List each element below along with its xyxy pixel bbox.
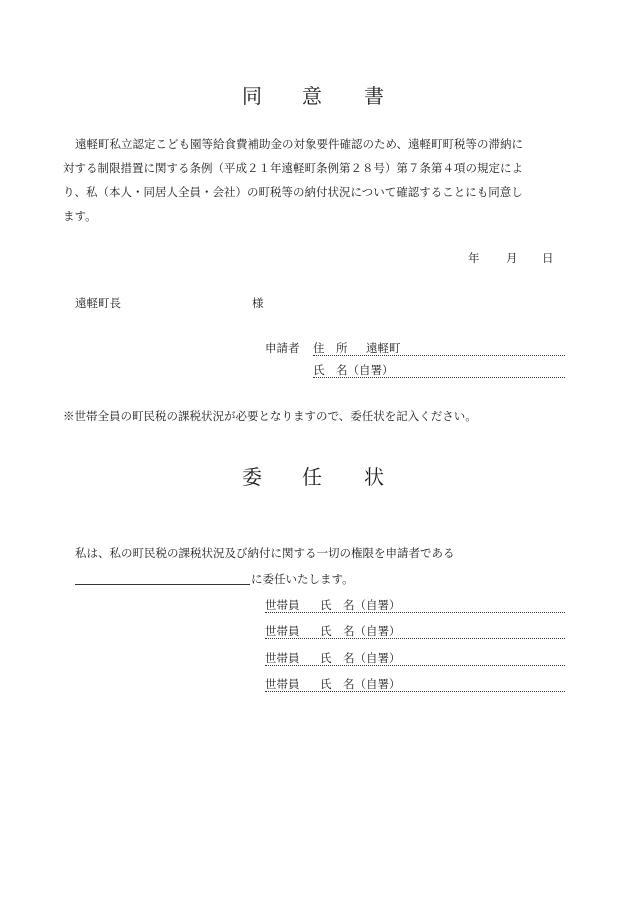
member-label-1: 世帯員	[265, 598, 300, 612]
proxy-title-char-3: 状	[364, 465, 384, 489]
date-month: 月	[506, 251, 518, 265]
consent-note: ※世帯全員の町民税の課税状況が必要となりますので、委任状を記入ください。	[63, 409, 477, 423]
member-label-2: 世帯員	[265, 624, 300, 638]
member-name-label-1: 氏 名（自署）	[320, 598, 401, 612]
member-line-2[interactable]	[265, 623, 565, 639]
addressee-honorific: 様	[252, 296, 264, 310]
member-name-label-4: 氏 名（自署）	[320, 677, 401, 691]
member-line-4[interactable]	[265, 676, 565, 692]
consent-title-char-1: 同	[242, 84, 262, 108]
applicant-address-value: 遠軽町	[366, 341, 401, 355]
proxy-title-char-1: 委	[242, 465, 262, 489]
member-line-3[interactable]	[265, 650, 565, 666]
proxy-delegate-line[interactable]	[75, 569, 250, 585]
proxy-title	[0, 461, 630, 487]
consent-body-line-2: 対する制限措置に関する条例（平成２１年遠軽町条例第２８号）第７条第４項の規定によ	[63, 161, 523, 175]
applicant-name-label: 氏 名（自署）	[313, 363, 394, 377]
proxy-body-line-2: に委任いたします。	[251, 572, 354, 586]
consent-body-line-4: ます。	[63, 209, 97, 223]
date-year: 年	[468, 251, 480, 265]
consent-title-char-2: 意	[302, 84, 322, 108]
consent-body-line-3: り、私（本人・同居人全員・会社）の町税等の納付状況について確認することにも同意し	[63, 185, 523, 199]
applicant-address-label: 住 所	[313, 341, 348, 355]
member-line-1[interactable]	[265, 597, 565, 613]
addressee-name: 遠軽町長	[75, 296, 121, 310]
consent-body-line-1: 遠軽町私立認定こども園等給食費補助金の対象要件確認のため、遠軽町町税等の滞納に	[75, 137, 524, 151]
consent-title	[0, 80, 630, 106]
proxy-title-char-2: 任	[302, 465, 322, 489]
consent-title-char-3: 書	[364, 84, 384, 108]
member-name-label-2: 氏 名（自署）	[320, 624, 401, 638]
member-label-3: 世帯員	[265, 651, 300, 665]
date-day: 日	[542, 251, 554, 265]
applicant-label: 申請者	[265, 341, 300, 355]
member-name-label-3: 氏 名（自署）	[320, 651, 401, 665]
proxy-body-line-1: 私は、私の町民税の課税状況及び納付に関する一切の権限を申請者である	[75, 546, 455, 560]
applicant-address-line[interactable]	[313, 340, 565, 356]
member-label-4: 世帯員	[265, 677, 300, 691]
